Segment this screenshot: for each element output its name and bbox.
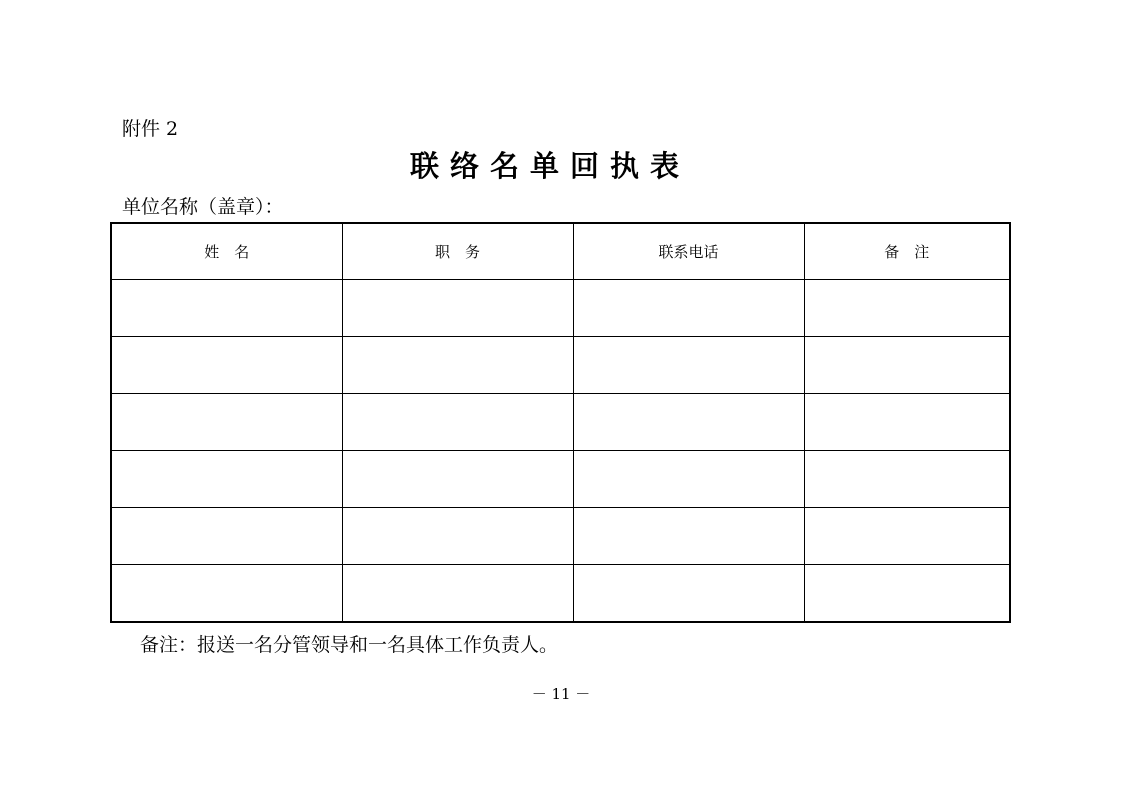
header-position: 职 务: [342, 223, 573, 280]
cell-phone[interactable]: [573, 394, 804, 451]
cell-remarks[interactable]: [804, 280, 1010, 337]
document-title: 联络名单回执表: [409, 149, 690, 183]
table-row: [111, 280, 1010, 337]
cell-remarks[interactable]: [804, 565, 1010, 623]
cell-position[interactable]: [342, 451, 573, 508]
footnote: 备注：报送一名分管领导和一名具体工作负责人。: [140, 634, 559, 656]
table-row: [111, 394, 1010, 451]
header-name: 姓 名: [111, 223, 342, 280]
cell-phone[interactable]: [573, 565, 804, 623]
table-header-row: [111, 223, 1010, 280]
table-row: [111, 565, 1010, 623]
unit-name-label: 单位名称（盖章）：: [122, 196, 284, 218]
header-remarks: 备 注: [804, 223, 1010, 280]
cell-name[interactable]: [111, 337, 342, 394]
table-row: [111, 337, 1010, 394]
cell-name[interactable]: [111, 565, 342, 623]
attachment-label: 附件 2: [122, 118, 179, 140]
cell-remarks[interactable]: [804, 508, 1010, 565]
cell-name[interactable]: [111, 394, 342, 451]
cell-phone[interactable]: [573, 337, 804, 394]
cell-position[interactable]: [342, 280, 573, 337]
cell-position[interactable]: [342, 394, 573, 451]
cell-phone[interactable]: [573, 280, 804, 337]
cell-position[interactable]: [342, 508, 573, 565]
page-number: － 11 －: [531, 685, 591, 703]
cell-remarks[interactable]: [804, 394, 1010, 451]
table-row: [111, 508, 1010, 565]
cell-remarks[interactable]: [804, 451, 1010, 508]
cell-position[interactable]: [342, 565, 573, 623]
cell-name[interactable]: [111, 280, 342, 337]
header-phone: 联系电话: [573, 223, 804, 280]
contact-roster-table: [110, 222, 1011, 623]
cell-phone[interactable]: [573, 508, 804, 565]
cell-name[interactable]: [111, 451, 342, 508]
cell-remarks[interactable]: [804, 337, 1010, 394]
cell-name[interactable]: [111, 508, 342, 565]
cell-position[interactable]: [342, 337, 573, 394]
table-row: [111, 451, 1010, 508]
cell-phone[interactable]: [573, 451, 804, 508]
